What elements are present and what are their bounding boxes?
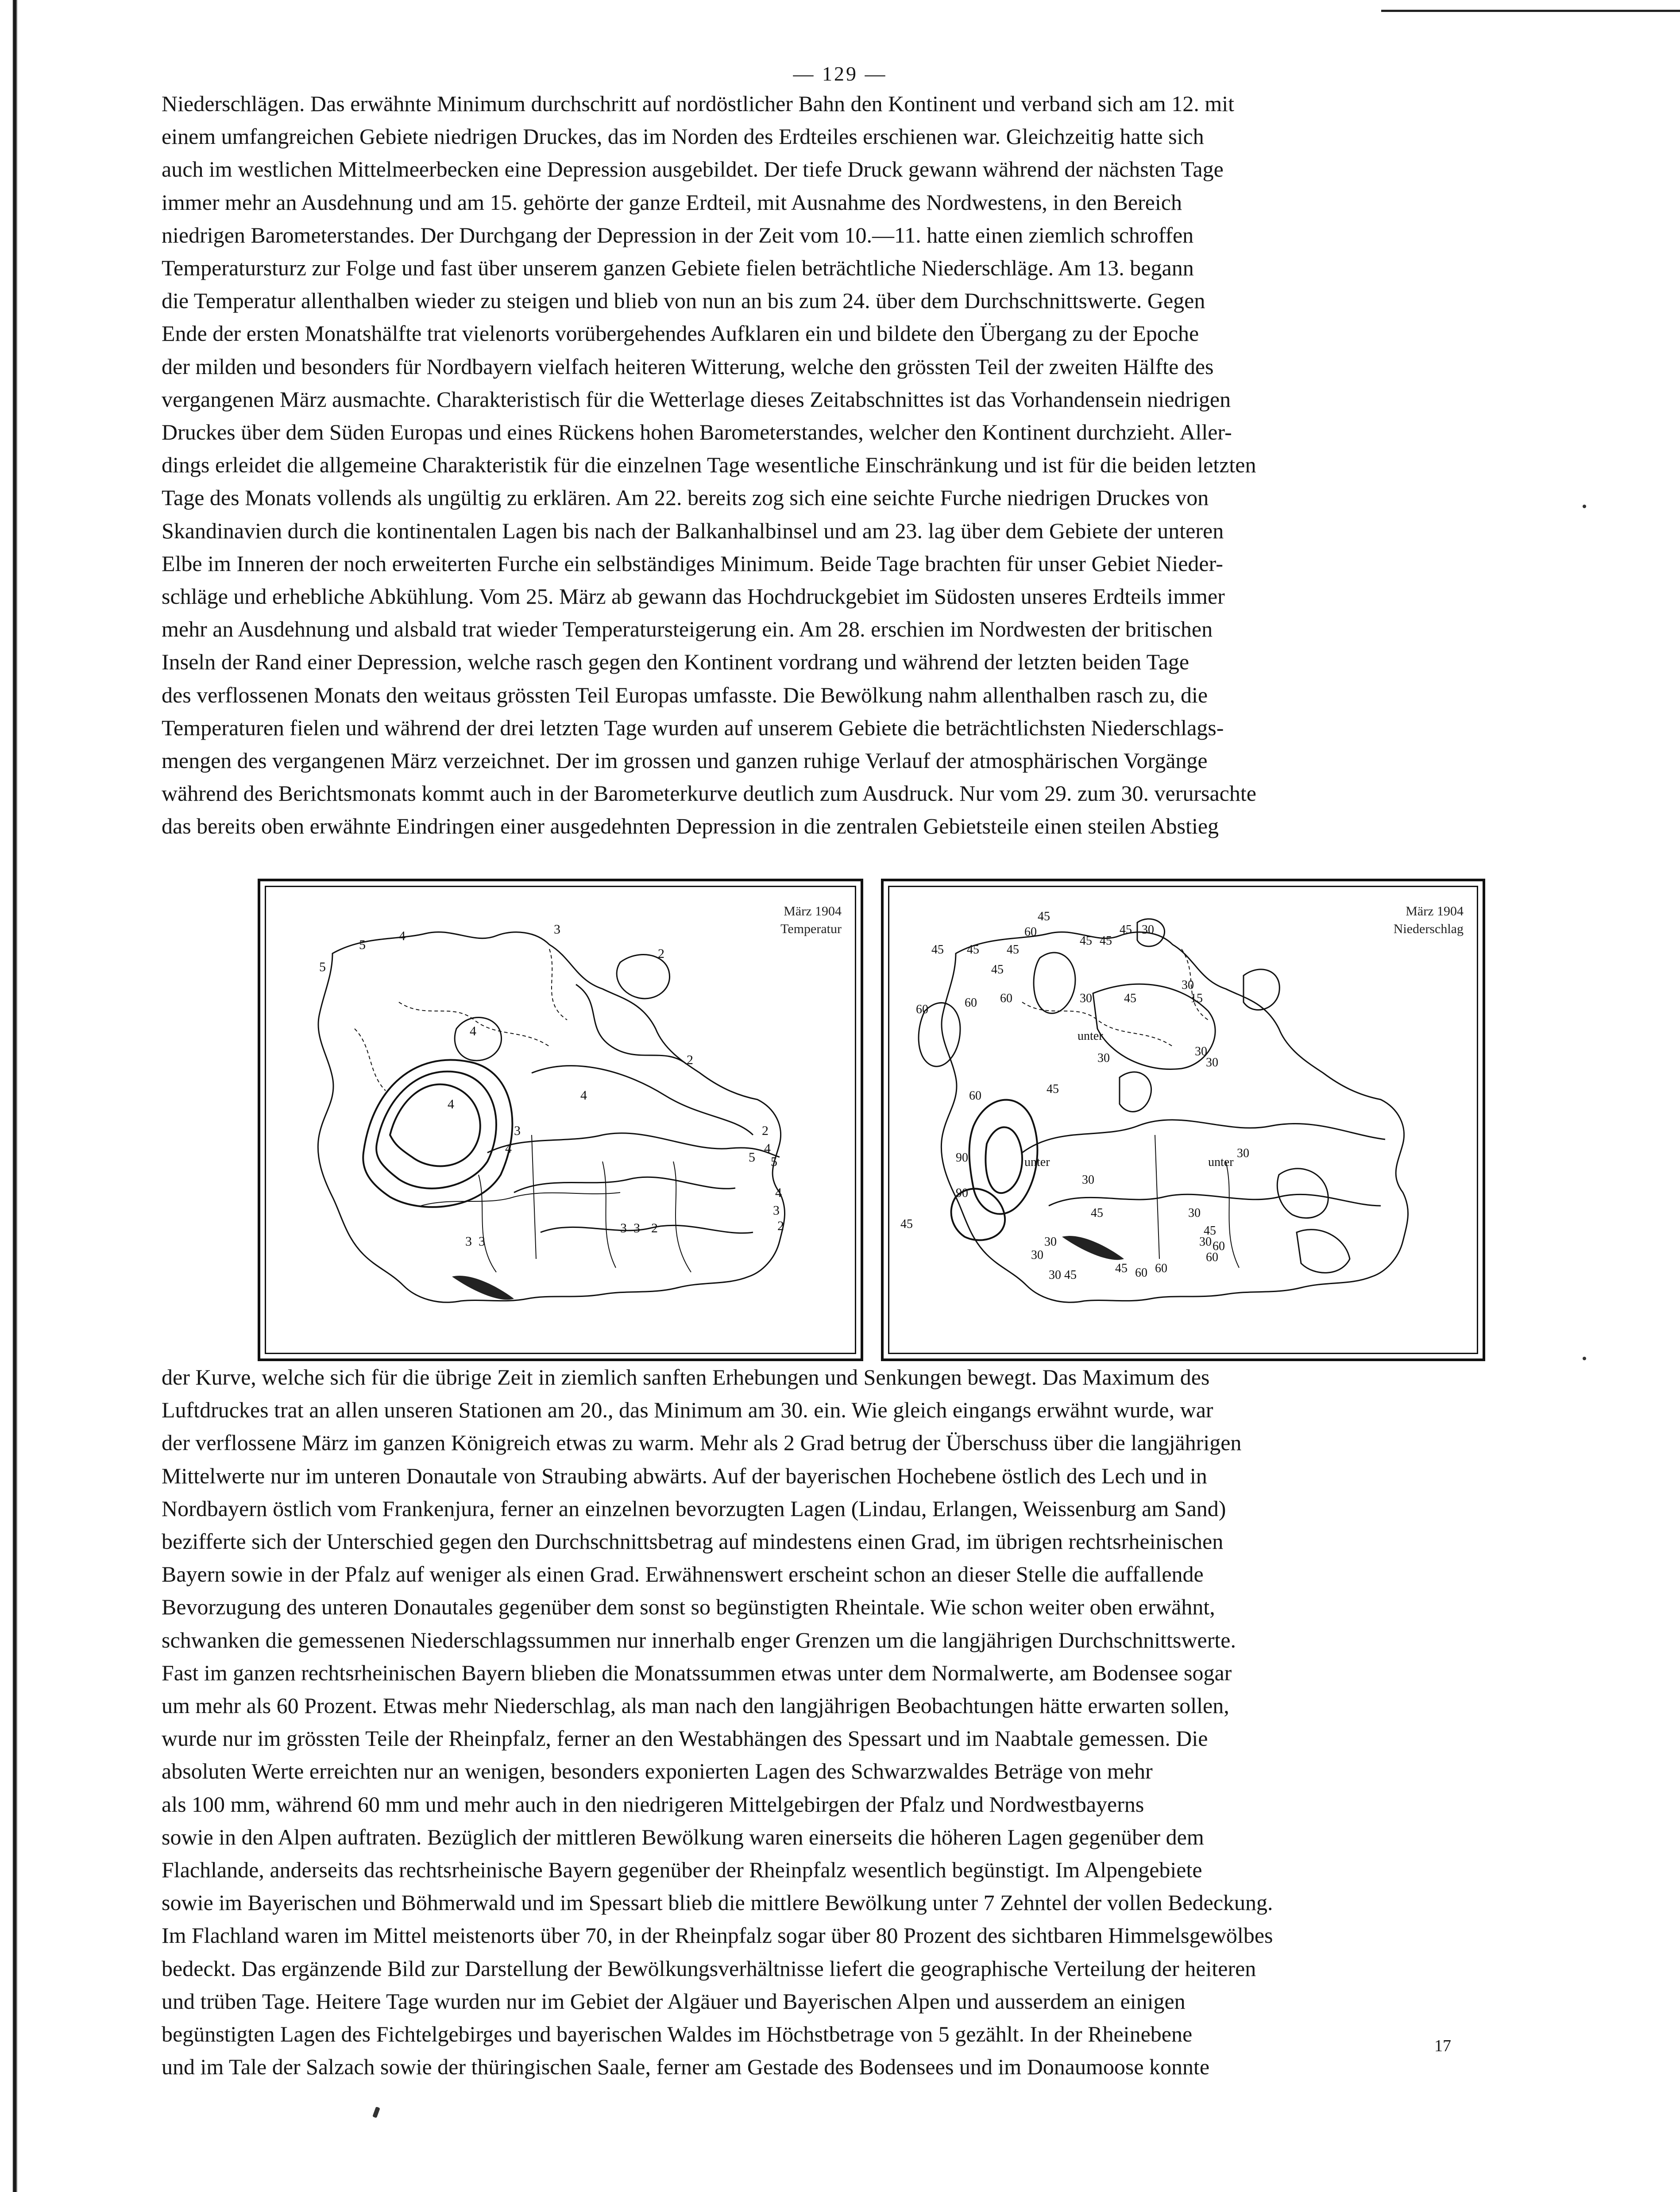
signature-mark: 17 [1434,2037,1451,2055]
svg-text:45: 45 [1007,943,1019,957]
svg-text:45: 45 [1204,1224,1216,1238]
svg-text:30: 30 [1031,1248,1043,1262]
paragraph-weather-report-1: Niederschlägen. Das erwähnte Minimum durchschritt auf nordöstlicher Bahn den Kontinent und verband sich am 12. mit einem umfangreichen Gebiete niedrigen Druckes, das im Norden des Erdteiles erschienen war. Gleichzeitig hatte sich auch im westlichen Mittelmeerbecken eine Depression ausgebildet. Der tiefe Druck gewann während der nächsten Tage immer mehr an Ausdehnung und am 15. gehörte der ganze Erdteil, mit Ausnahme des Nordwestens, in den Bereich niedrigen Barometerstandes. Der Durchgang der Depression in der Zeit vom 10.—11. hatte einen ziemlich schroffen Temperatursturz zur Folge und fast über unserem ganzen Gebiete fielen beträchtliche Niederschläge. Am 13. begann die Temperatur allenthalben wieder zu steigen und blieb von nun an bis zum 24. über dem Durchschnittswerte. Gegen Ende der ersten Monatshälfte trat vielenorts vorübergehendes Aufklaren ein und bildete den Übergang zu der Epoche der milden und besonders für Nordbayern vielfach heiteren Witterung, welche den grössten Teil der zweiten Hälfte des vergangenen März ausmachte. Charakteristisch für die Wetterlage dieses Zeitabschnittes ist das Vorhandensein niedrigen Druckes über dem Süden Europas und eines Rückens hohen Barometerstandes, welcher den Kontinent durchzieht. Aller- dings erleidet die allgemeine Charakteristik für die einzelnen Tage wesentliche Einschränkung und ist für die beiden letzten Tage des Monats vollends als ungültig zu erklären. Am 22. bereits zog sich eine seichte Furche niedrigen Druckes von Skandinavien durch die kontinentalen Lagen bis nach der Balkanhalbinsel und am 23. lag über dem Gebiete der unteren Elbe im Inneren der noch erweiterten Furche ein selbständiges Minimum. Beide Tage brachten für unser Gebiet Nieder- schläge und erhebliche Abkühlung. Vom 25. März ab gewann das Hochdruckgebiet im Südosten unseres Erdteils immer mehr an Ausdehnung und alsbald trat wieder Temperatursteigerung ein. Am 28. erschien im Nordwesten der britischen Inseln der Rand einer Depression, welche rasch gegen den Kontinent vordrang und während der letzten beiden Tage des verflossenen Monats den weitaus grössten Teil Europas umfasste. Die Bewölkung nahm allenthalben rasch zu, die Temperaturen fielen und während der drei letzten Tage wurden auf unserem Gebiete die beträchtlichsten Niederschlags- mengen des vergangenen März verzeichnet. Der im grossen und ganzen ruhige Verlauf der atmosphärischen Vorgänge während des Berichtsmonats kommt auch in der Barometerkurve deutlich zum Ausdruck. Nur vom 29. zum 30. verursachte das bereits oben erwähnte Eindringen einer ausgedehnten Depression in die zentralen Gebietsteile einen steilen Abstieg [162,91,1256,839]
svg-text:4: 4 [505,1141,512,1156]
svg-text:45: 45 [991,963,1004,976]
svg-text:4: 4 [448,1097,454,1111]
svg-text:30: 30 [1206,1056,1218,1069]
svg-text:5: 5 [749,1150,755,1165]
svg-text:45: 45 [1047,1082,1059,1096]
svg-text:45: 45 [1124,992,1136,1005]
svg-text:60: 60 [1155,1262,1167,1275]
svg-text:4: 4 [775,1185,782,1200]
map-precipitation-drawing [889,887,1476,1352]
svg-text:4: 4 [764,1141,771,1156]
svg-text:60: 60 [969,1089,981,1103]
svg-text:3: 3 [773,1203,780,1218]
svg-text:90: 90 [956,1151,968,1165]
svg-text:30: 30 [1044,1235,1057,1249]
svg-text:45: 45 [967,943,979,957]
svg-text:3: 3 [633,1221,640,1235]
svg-text:unter: unter [1078,1029,1103,1043]
svg-text:30: 30 [1188,1206,1201,1220]
svg-text:2: 2 [658,946,664,961]
svg-text:2: 2 [651,1221,658,1235]
map-temperature-drawing [266,887,855,1352]
svg-text:45: 45 [1115,1262,1128,1275]
svg-text:60: 60 [1206,1250,1218,1264]
scan-speck [1583,505,1586,508]
svg-text:45: 45 [1100,934,1112,948]
paragraph-weather-report-2: der Kurve, welche sich für die übrige Zeit in ziemlich sanften Erhebungen und Senkungen bewegt. Das Maximum des Luftdruckes trat an allen unseren Stationen am 20., das Minimum am 30. ein. Wie gleich eingangs erwähnt wurde, war der verflossene März im ganzen Königreich etwas zu warm. Mehr als 2 Grad betrug der Überschuss über die langjährigen Mittelwerte nur im unteren Donautale von Straubing abwärts. Auf der bayerischen Hochebene östlich des Lech und in Nordbayern östlich vom Frankenjura, ferner an einzelnen bevorzugten Lagen (Lindau, Erlangen, Weissenburg am Sand) bezifferte sich der Unterschied gegen den Durchschnittsbetrag auf mindestens einen Grad, im übrigen rechtsrheinischen Bayern sowie in der Pfalz auf weniger als einen Grad. Erwähnenswert erscheint schon an dieser Stelle die auffallende Bevorzugung des unteren Donautales gegenüber dem sonst so begünstigten Rheintale. Wie schon weiter oben erwähnt, schwanken die gemessenen Niederschlagssummen nur innerhalb enger Grenzen um die langjährigen Durchschnittswerte. Fast im ganzen rechtsrheinischen Bayern blieben die Monatssummen etwas unter dem Normalwerte, am Bodensee sogar um mehr als 60 Prozent. Etwas mehr Niederschlag, als man nach den langjährigen Beobachtungen hätte erwarten sollen, wurde nur im grössten Teile der Rheinpfalz, ferner an den Westabhängen des Spessart und im Naabtale gemessen. Die absoluten Werte erreichten nur an wenigen, besonders exponierten Lagen des Schwarzwaldes Beträge von mehr als 100 mm, während 60 mm und mehr auch in den niedrigeren Mittelgebirgen der Pfalz und Nordwestbayerns sowie in den Alpen auftraten. Bezüglich der mittleren Bewölkung waren einerseits die höheren Lagen gegenüber dem Flachlande, anderseits das rechtsrheinische Bayern gegenüber der Rheinpfalz wesentlich begünstigt. Im Alpengebiete sowie im Bayerischen und Böhmerwald und im Spessart blieb die mittlere Bewölkung unter 7 Zehntel der vollen Bedeckung. Im Flachland waren im Mittel meistenorts über 70, in der Rheinpfalz sogar über 80 Prozent des sichtbaren Himmelsgewölbes bedeckt. Das ergänzende Bild zur Darstellung der Bewölkungsverhältnisse liefert die geographische Verteilung der heiteren und trüben Tage. Heitere Tage wurden nur im Gebiet der Algäuer und Bayerischen Alpen und ausserdem an einigen begünstigten Lagen des Fichtelgebirges und bayerischen Waldes im Höchstbetrage von 5 gezählt. In der Rheinebene und im Tale der Salzach sowie der thüringischen Saale, ferner am Gestade des Bodensees und im Donaumoose konnte [162,1365,1273,2080]
svg-text:45: 45 [931,943,944,957]
map-temperature-title: März 1904 Temperatur [780,904,842,936]
svg-text:30: 30 [1049,1268,1061,1282]
svg-text:30: 30 [1195,1045,1207,1058]
map-precipitation-title: März 1904 Niederschlag [1393,904,1464,936]
page-number: — 129 — [793,62,887,85]
svg-text:30: 30 [1182,978,1194,992]
svg-text:2: 2 [762,1123,769,1138]
page-binding-edge [0,0,31,2192]
svg-text:5: 5 [359,938,366,952]
svg-text:30: 30 [1199,1235,1212,1249]
svg-text:60: 60 [1213,1239,1225,1253]
svg-text:45: 45 [1080,934,1092,948]
svg-text:30: 30 [1237,1146,1249,1160]
svg-text:60: 60 [916,1003,928,1016]
svg-text:4: 4 [580,1088,587,1103]
top-rule [1381,10,1680,12]
svg-text:90: 90 [956,1186,968,1200]
svg-text:30: 30 [1142,923,1154,937]
svg-text:unter: unter [1208,1155,1234,1169]
svg-text:unter: unter [1024,1155,1050,1169]
svg-text:15: 15 [1190,992,1203,1005]
svg-text:5: 5 [771,1154,777,1169]
svg-text:3: 3 [554,922,560,937]
map-precipitation [881,879,1485,1361]
svg-text:2: 2 [777,1219,784,1233]
svg-text:45: 45 [1120,923,1132,937]
scan-speck [1583,1357,1586,1360]
svg-text:45: 45 [1038,910,1050,923]
map-temperature [258,879,863,1361]
svg-text:3: 3 [620,1221,627,1235]
scan-speck [372,2107,380,2118]
map-border [941,932,1408,1303]
svg-text:3: 3 [479,1234,485,1249]
svg-text:3: 3 [514,1123,521,1138]
svg-text:2: 2 [687,1053,693,1067]
svg-text:4: 4 [470,1024,476,1038]
svg-text:30: 30 [1097,1051,1110,1065]
svg-text:60: 60 [1135,1266,1147,1280]
svg-text:45: 45 [1064,1268,1077,1282]
svg-text:60: 60 [965,996,977,1010]
svg-text:3: 3 [465,1234,472,1249]
svg-text:30: 30 [1082,1173,1094,1187]
svg-text:45: 45 [1091,1206,1103,1220]
svg-text:45: 45 [900,1217,913,1231]
svg-text:5: 5 [319,960,326,974]
svg-text:30: 30 [1080,992,1092,1005]
svg-text:60: 60 [1024,925,1037,939]
svg-text:4: 4 [399,929,406,943]
svg-text:60: 60 [1000,992,1012,1005]
